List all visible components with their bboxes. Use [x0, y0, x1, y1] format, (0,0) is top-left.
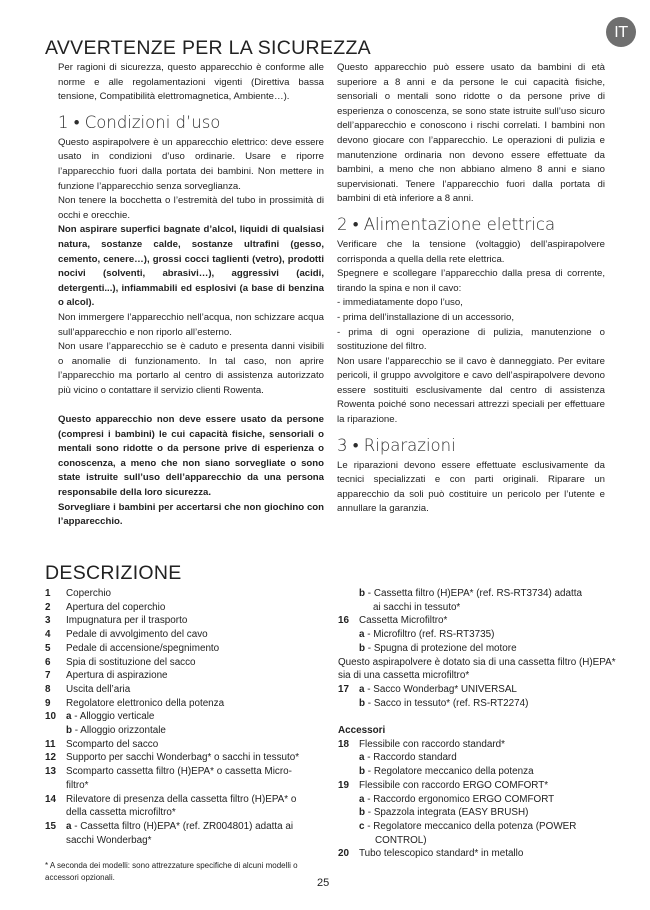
list-item-continuation: filtro*	[66, 779, 89, 791]
item-number: 9	[45, 697, 51, 709]
list-item	[338, 738, 618, 752]
section-3-heading: 3 • Riparazioni	[337, 435, 456, 455]
page-number: 25	[317, 877, 330, 889]
item-number: 5	[45, 642, 51, 654]
item-number: 16	[338, 615, 349, 627]
list-item-continuation: della cassetta microfiltro*	[66, 807, 176, 819]
list-item	[45, 614, 335, 628]
list-item	[45, 601, 335, 615]
item-number: 13	[45, 766, 56, 778]
paragraph: Non usare l’apparecchio se è caduto e presenta danni visibili o anomalie di funzionamento. In tal caso, non aprire l’apparecchio ma portarlo al centro di assistenza autorizzato più vicino o contattare il servizio clienti Rowenta.	[58, 341, 324, 396]
item-number: 18	[338, 738, 349, 750]
item-letter: a	[66, 711, 72, 723]
item-number: 10	[45, 711, 56, 723]
section-1-heading: 1 • Condizioni d’uso	[58, 112, 221, 132]
list-item	[45, 683, 335, 697]
description-title: DESCRIZIONE	[45, 562, 182, 584]
list-item	[338, 847, 618, 861]
item-label: Scomparto del sacco	[66, 738, 159, 750]
item-number: 15	[45, 820, 56, 832]
page-title: AVVERTENZE PER LA SICUREZZA	[45, 37, 371, 59]
list-item	[45, 820, 335, 834]
description-list-left	[45, 587, 335, 847]
item-label: - Cassetta filtro (H)EPA* (ref. ZR004801) adatta ai	[71, 820, 294, 832]
item-number: 1	[45, 588, 51, 599]
list-subitem	[338, 806, 618, 820]
list-item	[338, 683, 618, 697]
list-item	[45, 697, 335, 711]
paragraph: Le riparazioni devono essere effettuate esclusivamente da tecnici specializzati e con parti originali. Riparare un apparecchio da soli può costituire un pericolo per l’utente e annullare la garanzia.	[337, 459, 605, 515]
paragraph: Non immergere l’apparecchio nell’acqua, non schizzare acqua sull’apparecchio e non riporlo all’esterno.	[58, 311, 324, 338]
item-number: 20	[338, 848, 349, 860]
list-item: - prima dell’installazione di un accessorio,	[337, 311, 515, 323]
list-subitem	[45, 724, 335, 738]
item-label: - Alloggio orizzontale	[72, 725, 166, 737]
item-number: 7	[45, 670, 51, 682]
list-item	[45, 793, 335, 807]
accessories-heading: Accessori	[338, 725, 386, 737]
item-letter: b	[359, 766, 366, 778]
item-label: - Cassetta filtro (H)EPA* (ref. RS-RT3734) adatta	[365, 588, 583, 599]
section-2-heading: 2 • Alimentazione elettrica	[337, 214, 556, 234]
item-label: Supporto per sacchi Wonderbag* o sacchi in tessuto*	[66, 752, 300, 764]
paragraph-bold: Non aspirare superfici bagnate d’alcol, liquidi di qualsiasi natura, sostanze calde, sostanze ultrafini (gesso, cemento, cenere…), grossi cocci taglienti (vetro), prodotti nocivi (solventi, abrasivi…), aggressivi (acidi, detergenti...), infiammabili ed esplosivi (a base di benzina o alcol).	[58, 224, 324, 309]
language-badge: IT	[606, 17, 636, 47]
item-number: 6	[45, 656, 51, 668]
item-letter: b	[66, 725, 73, 737]
item-label: - Spugna di protezione del motore	[365, 642, 517, 654]
paragraph: Non tenere la bocchetta o l’estremità del tubo in prossimità di occhi e orecchie.	[58, 195, 324, 221]
list-subitem	[338, 820, 618, 834]
item-letter: b	[359, 807, 366, 819]
item-number: 3	[45, 615, 51, 627]
list-subitem	[338, 628, 618, 642]
item-number: 8	[45, 683, 51, 695]
item-letter: b	[359, 588, 366, 599]
item-number: 14	[45, 793, 56, 805]
item-label: Regolatore elettronico della potenza	[66, 697, 225, 709]
list-item	[45, 751, 335, 765]
item-label: Impugnatura per il trasporto	[66, 615, 188, 627]
item-label: Coperchio	[66, 588, 112, 599]
list-subitem	[338, 697, 618, 711]
list-item-continuation: ai sacchi in tessuto*	[373, 601, 461, 613]
item-label: - Raccordo ergonomico ERGO COMFORT	[364, 793, 555, 805]
item-label: - Alloggio verticale	[71, 711, 155, 723]
item-label: - Raccordo standard	[364, 752, 457, 764]
item-label: - Regolatore meccanico della potenza	[365, 766, 534, 778]
item-number: 19	[338, 779, 349, 791]
list-item	[45, 628, 335, 642]
item-label: Pedale di avvolgimento del cavo	[66, 629, 208, 641]
paragraph: Questo aspirapolvere è un apparecchio elettrico: deve essere usato in condizioni d’uso ordinarie. Usare e riporre l’apparecchio fuori dalla portata dei bambini. Non mettere in funzione l’apparecchio senza sorveglianza.	[58, 136, 324, 192]
item-label: Apertura del coperchio	[66, 601, 166, 613]
safety-right-column	[337, 61, 605, 517]
item-number: 17	[338, 683, 349, 695]
description-note: Questo aspirapolvere è dotato sia di una cassetta filtro (H)EPA* sia di una cassetta microfiltro*	[338, 656, 616, 682]
item-letter: a	[359, 793, 365, 805]
paragraph: Non usare l’apparecchio se il cavo è danneggiato. Per evitare pericoli, il gruppo avvolgitore e cavo dell’aspirapolvere devono essere sostituiti esclusivamente dal centro di assistenza Rowenta poiché sono necessari attrezzi speciali per effettuare la riparazione.	[337, 355, 605, 426]
list-item	[45, 656, 335, 670]
item-label: Spia di sostituzione del sacco	[66, 656, 196, 668]
item-label: - Regolatore meccanico della potenza (POWER	[364, 820, 577, 832]
item-label: Cassetta Microfiltro*	[359, 615, 448, 627]
list-item	[45, 710, 335, 724]
item-letter: a	[359, 752, 365, 764]
list-item	[45, 669, 335, 683]
item-label: Uscita dell’aria	[66, 683, 131, 695]
item-label: Tubo telescopico standard* in metallo	[359, 848, 524, 860]
item-letter: a	[66, 820, 72, 832]
safety-left-column	[58, 61, 324, 530]
item-number: 2	[45, 601, 51, 613]
item-label: - Spazzola integrata (EASY BRUSH)	[365, 807, 529, 819]
item-label: - Sacco Wonderbag* UNIVERSAL	[364, 683, 517, 695]
item-letter: b	[359, 642, 366, 654]
list-item: - immediatamente dopo l’uso,	[337, 297, 463, 309]
paragraph: Questo apparecchio può essere usato da bambini di età superiore a 8 anni e da persone le cui capacità fisiche, sensoriali o mentali sono ridotte o da persone prive di esperienza o conoscenza, se sono state istruite sull’uso sicuro dell’apparecchio e conoscono i rischi correlati. I bambini non devono giocare con l’apparecchio. Le operazioni di pulizia e manutenzione ordinaria non devono essere effettuate da bambini, a meno che non abbiano almeno 8 anni e siano supervisionati. Tenere l’apparecchio fuori dalla portata di bambini di età inferiore a 8 anni.	[337, 62, 605, 205]
intro-paragraph: Per ragioni di sicurezza, questo apparecchio è conforme alle norme e alle regolamentazioni vigenti (Direttiva bassa tensione, Compatibilità elettromagnetica, Ambiente…).	[58, 62, 324, 103]
list-item	[338, 614, 618, 628]
item-label: Pedale di accensione/spegnimento	[66, 642, 220, 654]
footnote: * A seconda dei modelli: sono attrezzature specifiche di alcuni modelli o accessori opzionali.	[45, 861, 298, 882]
paragraph: Spegnere e scollegare l’apparecchio dalla presa di corrente, tirando la spina e non il cavo:	[337, 268, 605, 294]
item-letter: b	[359, 697, 366, 709]
list-item-continuation: CONTROL)	[375, 834, 427, 846]
paragraph: Verificare che la tensione (voltaggio) dell’aspirapolvere corrisponda a quella della rete elettrica.	[337, 238, 605, 265]
item-number: 4	[45, 629, 51, 641]
description-list-right	[338, 587, 618, 861]
list-subitem	[338, 642, 618, 656]
item-label: Rilevatore di presenza della cassetta filtro (H)EPA* o	[66, 793, 297, 805]
list-subitem	[338, 751, 618, 765]
item-label: - Microfiltro (ref. RS-RT3735)	[364, 629, 495, 641]
item-letter: c	[359, 820, 365, 832]
list-subitem	[338, 765, 618, 779]
item-letter: a	[359, 683, 365, 695]
item-number: 11	[45, 738, 56, 750]
list-item	[338, 779, 618, 793]
item-letter: a	[359, 629, 365, 641]
item-label: Flessibile con raccordo standard*	[359, 738, 506, 750]
list-item	[45, 642, 335, 656]
list-item	[45, 765, 335, 779]
item-number: 12	[45, 752, 56, 764]
paragraph-bold: Sorvegliare i bambini per accertarsi che non giochino con l’apparecchio.	[58, 501, 324, 528]
list-item: - prima di ogni operazione di pulizia, manutenzione o sostituzione del filtro.	[337, 326, 605, 353]
paragraph-bold: Questo apparecchio non deve essere usato da persone (compresi i bambini) le cui capacità fisiche, sensoriali o mentali sono ridotte o da persone prive di esperienza o conoscenza, a meno che non siano sorvegliate o sono state istruite sull’uso dell’apparecchio da una persona responsabile della loro sicurezza.	[58, 414, 324, 499]
item-label: Apertura di aspirazione	[66, 670, 168, 682]
list-item	[45, 738, 335, 752]
list-subitem	[338, 793, 618, 807]
list-subitem	[338, 587, 618, 601]
item-label: - Sacco in tessuto* (ref. RS-RT2274)	[365, 697, 529, 709]
list-item	[45, 587, 335, 601]
item-label: Scomparto cassetta filtro (H)EPA* o cassetta Micro-	[66, 766, 292, 778]
item-label: Flessibile con raccordo ERGO COMFORT*	[359, 779, 549, 791]
list-item-continuation: sacchi Wonderbag*	[66, 834, 152, 846]
